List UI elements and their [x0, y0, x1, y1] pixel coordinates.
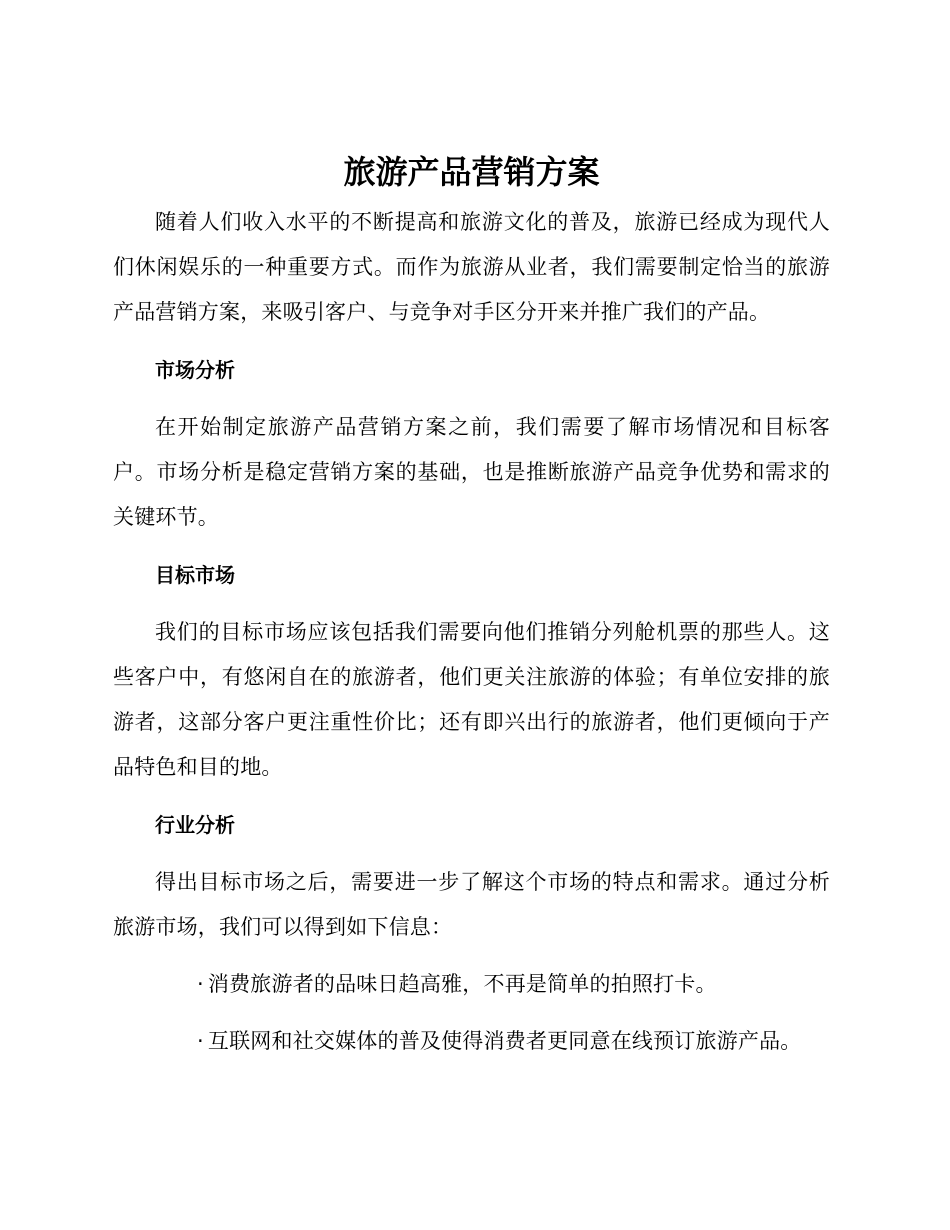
bullet-marker: · — [197, 972, 204, 996]
section-heading-market-analysis: 市场分析 — [155, 358, 235, 382]
section-paragraph-industry-analysis: 得出目标市场之后，需要进一步了解这个市场的特点和需求。通过分析旅游市场，我们可以得到如下信息： — [113, 870, 830, 939]
section-heading-target-market: 目标市场 — [155, 563, 235, 587]
bullet-text: 消费旅游者的品味日趋高雅，不再是简单的拍照打卡。 — [207, 972, 717, 996]
section-paragraph-target-market: 我们的目标市场应该包括我们需要向他们推销分列舱机票的那些人。这些客户中，有悠闲自在的旅游者，他们更关注旅游的体验；有单位安排的旅游者，这部分客户更注重性价比；还有即兴出行的旅游者，他们更倾向于产品特色和目的地。 — [113, 620, 830, 779]
document-body — [113, 150, 830, 1064]
section-paragraph-market-analysis: 在开始制定旅游产品营销方案之前，我们需要了解市场情况和目标客户。市场分析是稳定营销方案的基础，也是推断旅游产品竞争优势和需求的关键环节。 — [113, 415, 830, 529]
page-title: 旅游产品营销方案 — [343, 153, 600, 191]
bullet-item — [113, 962, 830, 1007]
section-heading-industry-analysis: 行业分析 — [155, 813, 235, 837]
intro-paragraph: 随着人们收入水平的不断提高和旅游文化的普及，旅游已经成为现代人们休闲娱乐的一种重要方式。而作为旅游从业者，我们需要制定恰当的旅游产品营销方案，来吸引客户、与竞争对手区分开来并推广我们的产品。 — [113, 210, 830, 324]
bullet-text: 互联网和社交媒体的普及使得消费者更同意在线预订旅游产品。 — [207, 1029, 802, 1053]
bullet-item — [113, 1019, 830, 1064]
bullet-marker: · — [197, 1029, 204, 1053]
